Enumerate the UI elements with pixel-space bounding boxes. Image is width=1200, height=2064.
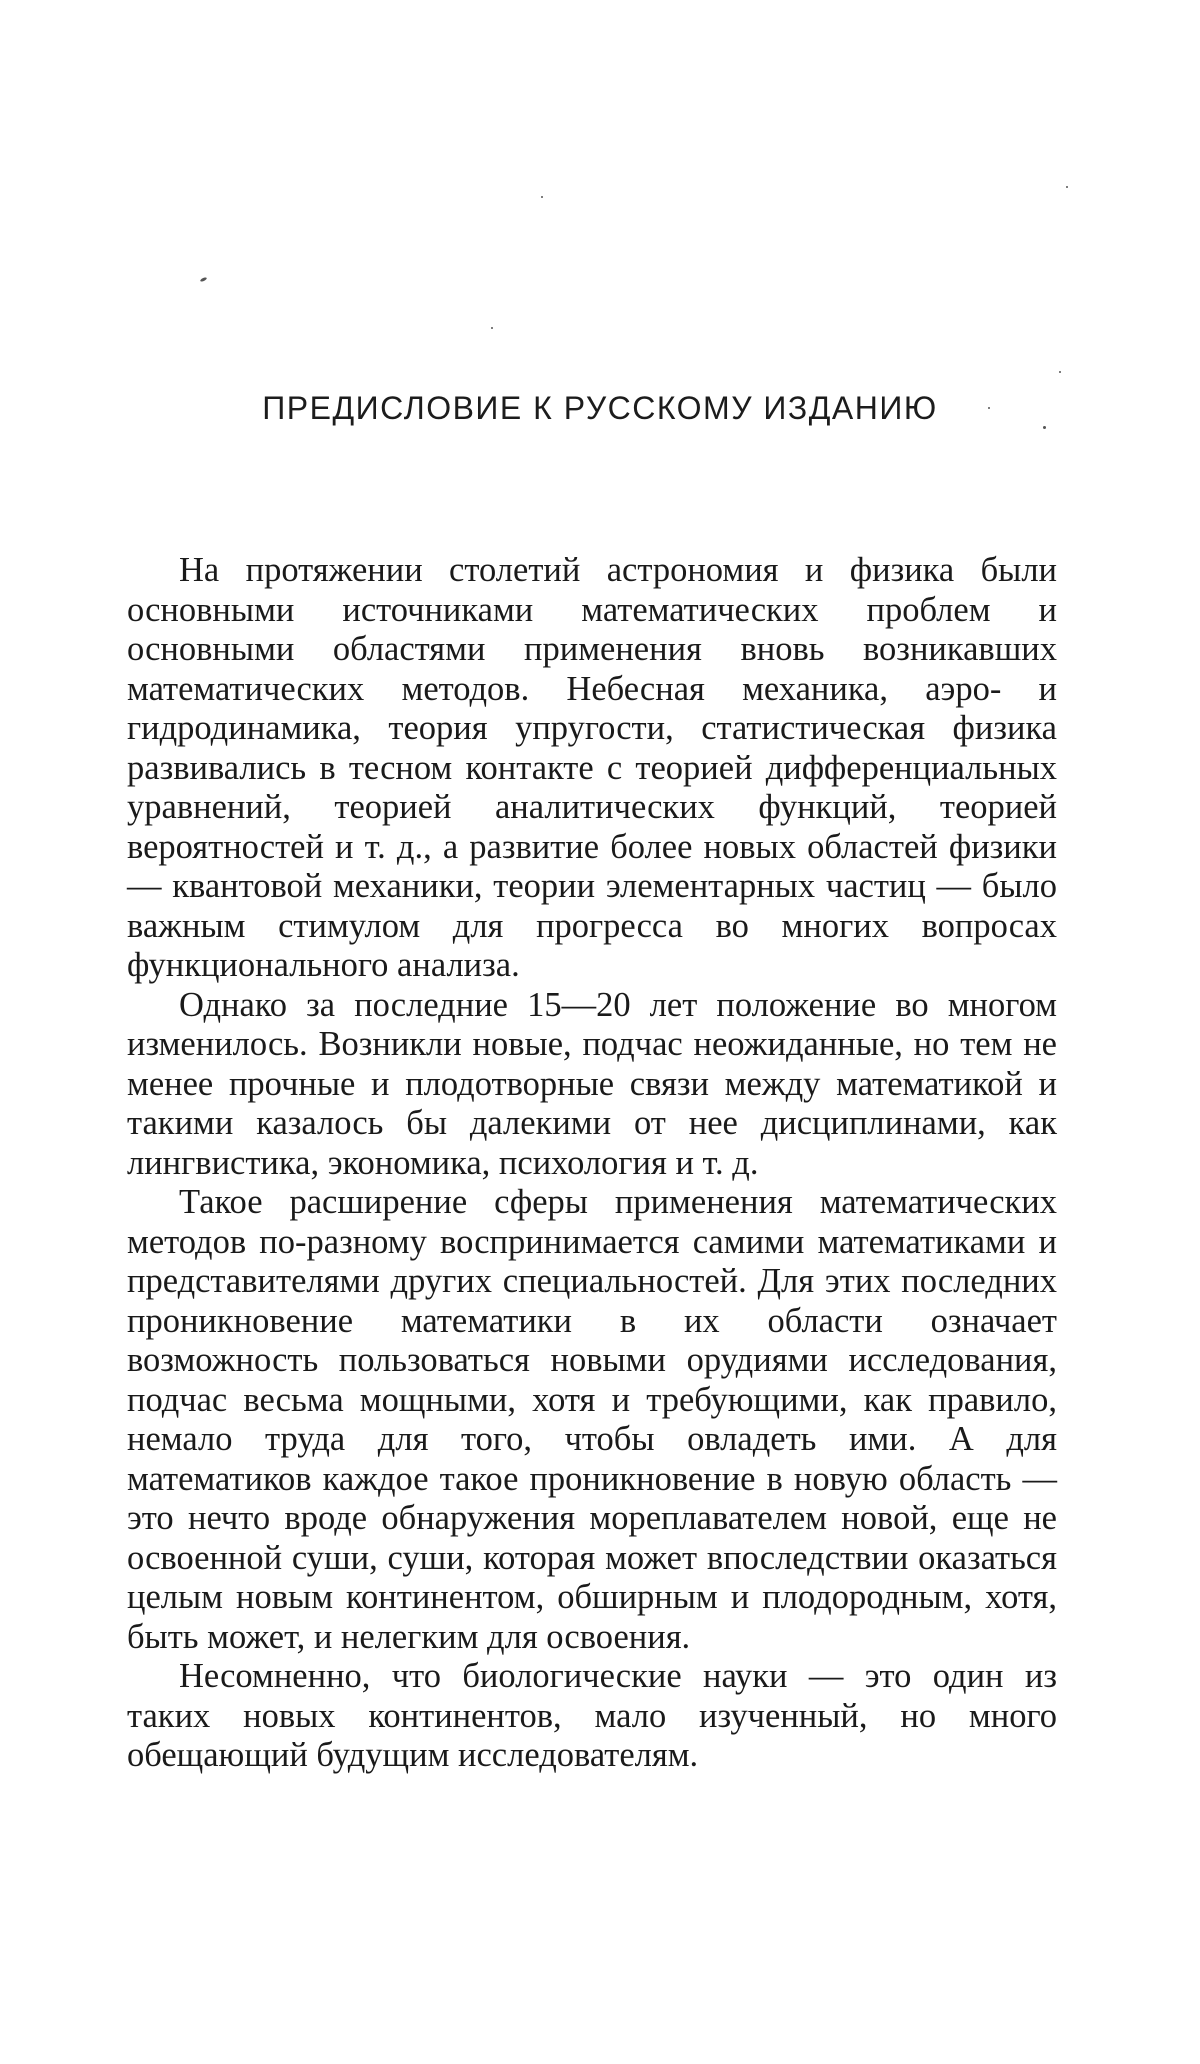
scan-speck — [491, 327, 493, 329]
paragraph: Несомненно, что биологические науки — это один из таких новых континентов, мало изученный, но много обещающий будущим исследователям. — [127, 1657, 1057, 1776]
scan-speck — [200, 277, 208, 283]
scan-speck — [1043, 426, 1046, 429]
scan-speck — [1066, 186, 1068, 188]
page-title: ПРЕДИСЛОВИЕ К РУССКОМУ ИЗДАНИЮ — [180, 390, 1020, 427]
paragraph: Такое расширение сферы применения математических методов по-разному воспринимается самими математиками и представителями других специальностей. Для этих последних проникновение математики в их области означает возможность пользоваться новыми орудиями исследования, подчас весьма мощными, хотя и требующими, как правило, немало труда для того, чтобы овладеть ими. А для математиков каждое такое проникновение в новую область — это нечто вроде обнаружения мореплавателем новой, еще не освоенной суши, суши, которая может впоследствии оказаться целым новым континентом, обширным и плодородным, хотя, быть может, и нелегким для освоения. — [127, 1183, 1057, 1657]
body-text — [127, 551, 1057, 1776]
scan-speck — [541, 196, 543, 198]
paragraph: На протяжении столетий астрономия и физика были основными источниками математических проблем и основными областями применения вновь возникавших математических методов. Небесная механика, аэро- и гидродинамика, теория упругости, статистическая физика развивались в тесном контакте с теорией дифференциальных уравнений, теорией аналитических функций, теорией вероятностей и т. д., а развитие более новых областей физики — квантовой механики, теории элементарных частиц — было важным стимулом для прогресса во многих вопросах функционального анализа. — [127, 551, 1057, 986]
scan-speck — [1059, 371, 1061, 373]
paragraph: Однако за последние 15—20 лет положение во многом изменилось. Возникли новые, подчас неожиданные, но тем не менее прочные и плодотворные связи между математикой и такими казалось бы далекими от нее дисциплинами, как лингвистика, экономика, психология и т. д. — [127, 986, 1057, 1184]
book-page — [0, 0, 1200, 2064]
